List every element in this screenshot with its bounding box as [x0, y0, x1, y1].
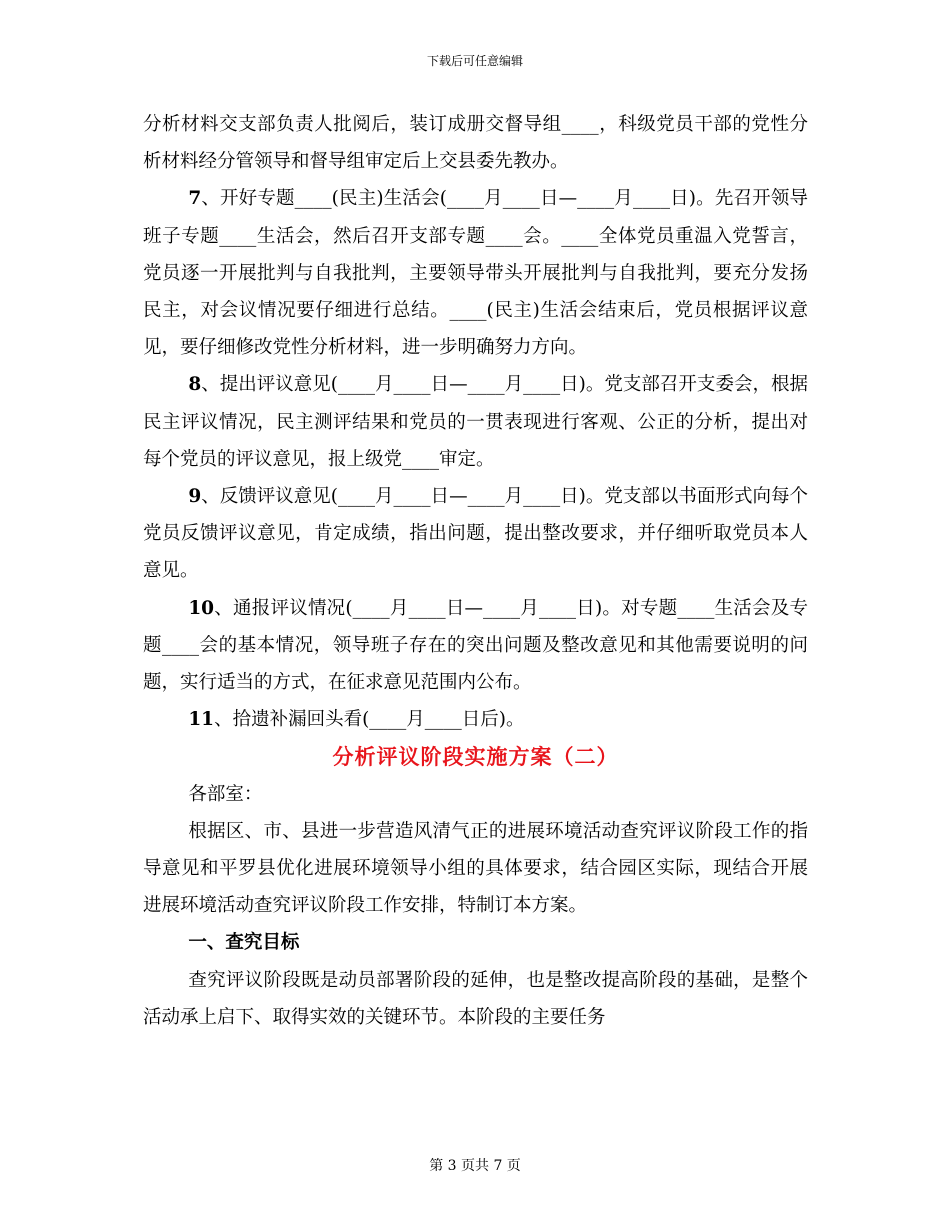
section-title: 分析评议阶段实施方案（二） [332, 744, 619, 770]
page-header: 下载后可任意编辑 [426, 54, 523, 68]
item-7-number: 7 [188, 188, 202, 210]
salutation: 各部室： [188, 783, 263, 805]
item-10 [143, 590, 808, 702]
item-9-text: 、反馈评议意见(____月____日—____月____日)。党支部以书面形式向每个党员反馈评议意见，肯定成绩，指出问题，提出整改要求，并仔细听取党员本人意见。 [143, 486, 808, 582]
item-11-text: 、拾遗补漏回头看(____月____日后)。 [214, 709, 525, 731]
document-body [143, 106, 808, 1036]
heading-goal: 一、查究目标 [188, 932, 300, 954]
item-8 [143, 366, 808, 478]
page-footer: 第 3 页共 7 页 [429, 1158, 521, 1174]
item-10-text: 、通报评议情况(____月____日—____月____日)。对专题____生活会及专题____会的基本情况，领导班子存在的突出问题及整改意见和其他需要说明的问题，实行适当的方式，在征求意见范围内公布。 [143, 597, 808, 694]
item-7-text: 、开好专题____(民主)生活会(____月____日—____月____日)。先召开领导班子专题____生活会，然后召开支部专题____会。____全体党员重温入党誓言，党员逐一开展批判与自我批判，主要领导带头开展批判与自我批判，要充分发扬民主，对会议情况要仔细进行总结。____(民主)生活会结束后，党员根据评议意见，要仔细修改党性分析材料，进一步明确努力方向。 [143, 188, 808, 359]
goal-paragraph: 查究评议阶段既是动员部署阶段的延伸，也是整改提高阶段的基础，是整个活动承上启下、取得实效的关键环节。本阶段的主要任务 [143, 969, 808, 1028]
item-11-number: 11 [188, 709, 215, 731]
paragraph-continuation: 分析材料交支部负责人批阅后，装订成册交督导组____，科级党员干部的党性分析材料经分管领导和督导组审定后上交县委先教办。 [143, 114, 808, 173]
item-10-number: 10 [188, 597, 215, 619]
item-11 [143, 701, 808, 738]
item-9-number: 9 [188, 486, 202, 508]
item-8-text: 、提出评议意见(____月____日—____月____日)。党支部召开支委会，根据民主评议情况，民主测评结果和党员的一贯表现进行客观、公正的分析，提出对每个党员的评议意见，报上级党____审定。 [143, 374, 808, 470]
item-7 [143, 180, 808, 366]
item-9 [143, 478, 808, 590]
item-8-number: 8 [188, 374, 202, 396]
intro-paragraph: 根据区、市、县进一步营造风清气正的进展环境活动查究评议阶段工作的指导意见和平罗县优化进展环境领导小组的具体要求，结合园区实际，现结合开展进展环境活动查究评议阶段工作安排，特制订本方案。 [143, 820, 808, 917]
